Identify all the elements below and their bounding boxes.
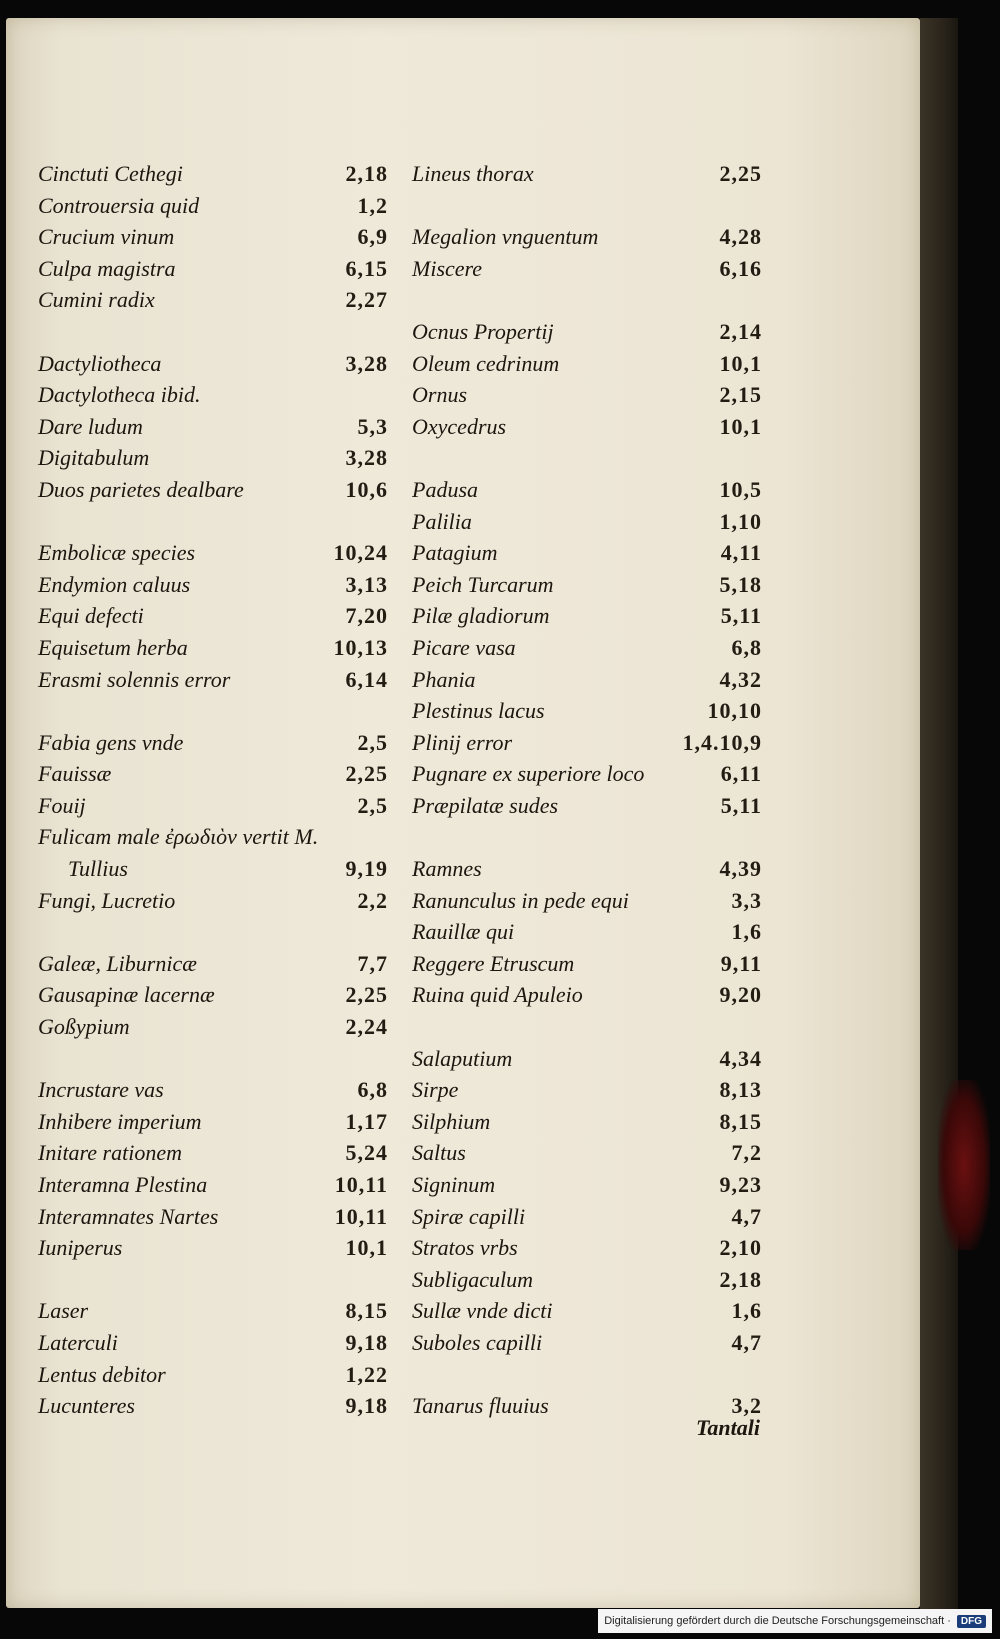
entry-term: Erasmi solennis error: [38, 666, 231, 692]
index-entry: [38, 727, 388, 759]
entry-reference: 1,10: [719, 508, 762, 534]
index-entry: [412, 1201, 762, 1233]
entry-term: Initare rationem: [38, 1140, 182, 1166]
index-entry: [412, 979, 762, 1011]
index-entry: [412, 1043, 762, 1075]
entry-term: Embolicæ species: [38, 540, 196, 566]
spacer: [38, 1043, 388, 1075]
entry-reference: 1,4.10,9: [682, 729, 762, 755]
entry-term: Lucunteres: [38, 1393, 135, 1419]
index-entry: [412, 853, 762, 885]
index-entry: [412, 379, 762, 411]
spacer: [412, 442, 762, 474]
entry-reference: 9,20: [719, 982, 762, 1008]
entry-reference: 2,2: [357, 887, 388, 913]
index-entry: [38, 379, 388, 411]
entry-term: Cinctuti Cethegi: [38, 161, 183, 186]
entry-term: Crucium vinum: [38, 224, 175, 250]
index-entry: [412, 1232, 762, 1264]
entry-term: Phania: [412, 666, 476, 692]
index-entry: [412, 569, 762, 601]
spacer: [412, 821, 762, 853]
index-entry: [412, 948, 762, 980]
entry-term: Salaputium: [412, 1045, 513, 1071]
entry-term: Silphium: [412, 1108, 491, 1134]
index-entry: [38, 1232, 388, 1264]
entry-reference: 5,18: [719, 571, 762, 597]
entry-reference: 7,2: [731, 1140, 762, 1166]
entry-term: Sullæ vnde dicti: [412, 1298, 553, 1324]
entry-term: Duos parietes dealbare: [38, 476, 244, 502]
entry-term: Patagium: [412, 540, 498, 566]
entry-term: Dactylotheca ibid.: [38, 382, 201, 408]
index-entry: [38, 1327, 388, 1359]
entry-reference: 6,9: [357, 224, 388, 250]
entry-reference: 10,5: [719, 476, 762, 502]
entry-reference: 4,32: [719, 666, 762, 692]
entry-term: Ranunculus in pede equi: [412, 887, 629, 913]
index-entry: [38, 474, 388, 506]
entry-term: Digitabulum: [38, 445, 150, 471]
entry-reference: 6,16: [719, 255, 762, 281]
entry-term: Endymion caluus: [38, 571, 191, 597]
index-entry: [38, 1074, 388, 1106]
book-edge: [920, 18, 958, 1610]
entry-reference: 2,5: [357, 792, 388, 818]
entry-term: Equisetum herba: [38, 634, 188, 660]
entry-term: Culpa magistra: [38, 255, 176, 281]
entry-term: Sirpe: [412, 1077, 459, 1103]
entry-reference: 1,2: [357, 192, 388, 218]
entry-term: Fouij: [38, 792, 86, 818]
entry-reference: 5,24: [345, 1140, 388, 1166]
index-entry: [412, 1137, 762, 1169]
entry-term: Plestinus lacus: [412, 698, 545, 724]
entry-term: Rauillæ qui: [412, 919, 515, 945]
index-entry: [38, 1359, 388, 1391]
entry-term: Gausapinæ lacernæ: [38, 982, 215, 1008]
entry-reference: 2,10: [719, 1235, 762, 1261]
index-entry: [38, 790, 388, 822]
index-entry: [412, 537, 762, 569]
entry-reference: 2,27: [345, 287, 388, 313]
entry-term: Tanarus fluuius: [412, 1393, 549, 1419]
entry-reference: 4,39: [719, 856, 762, 882]
index-entry: [38, 1201, 388, 1233]
index-entry: [38, 1106, 388, 1138]
entry-term: Equi defecti: [38, 603, 144, 629]
entry-term: Interamnates Nartes: [38, 1203, 219, 1229]
index-entry: [412, 790, 762, 822]
entry-term: Interamna Plestina: [38, 1172, 208, 1197]
entry-reference: 2,25: [719, 161, 762, 186]
spacer: [412, 190, 762, 222]
index-entry: [38, 348, 388, 380]
entry-reference: 6,14: [345, 666, 388, 692]
entry-term: Galeæ, Liburnicæ: [38, 950, 197, 976]
entry-reference: 9,18: [345, 1393, 388, 1419]
index-entry: [412, 727, 762, 759]
dfg-logo: DFG: [957, 1615, 986, 1628]
index-entry: [412, 1264, 762, 1296]
entry-reference: 6,15: [345, 255, 388, 281]
index-column-left: [38, 158, 388, 1422]
index-entry: [412, 758, 762, 790]
index-entry: [38, 948, 388, 980]
index-entry: [38, 979, 388, 1011]
index-entry: [412, 411, 762, 443]
entry-reference: 4,28: [719, 224, 762, 250]
index-entry: [38, 190, 388, 222]
entry-term: Laterculi: [38, 1329, 118, 1355]
index-entry: [38, 442, 388, 474]
entry-reference: 9,11: [720, 950, 762, 976]
entry-term: Ruina quid Apuleio: [412, 982, 583, 1008]
entry-term: Lentus debitor: [38, 1361, 166, 1387]
spacer: [412, 1011, 762, 1043]
entry-reference: 8,15: [345, 1298, 388, 1324]
index-entry: [38, 537, 388, 569]
entry-term: Tullius: [68, 856, 128, 882]
index-entry: [38, 632, 388, 664]
entry-term: Palilia: [412, 508, 472, 534]
entry-term: Iuniperus: [38, 1235, 123, 1261]
entry-reference: 4,11: [720, 540, 762, 566]
entry-reference: 3,28: [345, 445, 388, 471]
entry-reference: 8,15: [719, 1108, 762, 1134]
entry-term: Fauissæ: [38, 761, 112, 787]
spacer: [412, 1359, 762, 1391]
entry-term: Inhibere imperium: [38, 1108, 202, 1134]
digitization-credit: [598, 1609, 992, 1633]
entry-term: Pilæ gladiorum: [412, 603, 550, 629]
entry-reference: 2,18: [345, 161, 388, 186]
entry-reference: 10,1: [719, 413, 762, 439]
entry-reference: 2,25: [345, 982, 388, 1008]
index-entry: [38, 253, 388, 285]
entry-reference: 4,34: [719, 1045, 762, 1071]
index-entry: [38, 600, 388, 632]
index-entry: [38, 284, 388, 316]
index-entry: [412, 253, 762, 285]
index-entry: [412, 1106, 762, 1138]
entry-term: Præpilatæ sudes: [412, 792, 559, 818]
entry-reference: 2,25: [345, 761, 388, 787]
entry-term: Subligaculum: [412, 1266, 533, 1292]
index-entry: [412, 1295, 762, 1327]
index-entry: [38, 853, 388, 885]
entry-reference: 9,19: [345, 856, 388, 882]
index-entry: [38, 1390, 388, 1422]
entry-term: Saltus: [412, 1140, 466, 1166]
entry-reference: 3,13: [345, 571, 388, 597]
entry-reference: 10,6: [345, 476, 388, 502]
entry-term: Ocnus Propertij: [412, 318, 554, 344]
entry-term: Oxycedrus: [412, 413, 507, 439]
entry-term: Plinij error: [412, 729, 513, 755]
entry-term: Megalion vnguentum: [412, 224, 599, 250]
entry-reference: 1,17: [345, 1108, 388, 1134]
entry-term: Cumini radix: [38, 287, 155, 313]
entry-term: Dare ludum: [38, 413, 143, 439]
entry-term: Spiræ capilli: [412, 1203, 526, 1229]
entry-reference: 10,11: [334, 1203, 388, 1229]
entry-reference: 5,11: [720, 792, 762, 818]
entry-reference: 4,7: [731, 1203, 762, 1229]
entry-reference: 6,8: [357, 1077, 388, 1103]
index-entry: [412, 316, 762, 348]
entry-term: Fulicam male ἐρωδιὸν vertit M.: [38, 824, 319, 850]
index-entry: [38, 1169, 388, 1201]
entry-term: Suboles capilli: [412, 1329, 543, 1355]
entry-term: Fungi, Lucretio: [38, 887, 176, 913]
spacer: [412, 284, 762, 316]
index-entry: [412, 158, 762, 190]
entry-term: Peich Turcarum: [412, 571, 554, 597]
entry-reference: 10,1: [719, 350, 762, 376]
entry-term: Controuersia quid: [38, 192, 200, 218]
index-entry: [412, 506, 762, 538]
entry-reference: 6,11: [720, 761, 762, 787]
index-column-right: [412, 158, 762, 1422]
spacer: [38, 1264, 388, 1296]
index-entry: [38, 1295, 388, 1327]
entry-term: Reggere Etruscum: [412, 950, 575, 976]
entry-term: Miscere: [412, 255, 483, 281]
index-entry: [38, 821, 388, 853]
index-entry: [38, 158, 388, 190]
entry-reference: 10,24: [333, 540, 388, 566]
entry-term: Signinum: [412, 1172, 496, 1197]
entry-reference: 10,11: [334, 1172, 388, 1197]
entry-term: Padusa: [412, 476, 478, 502]
index-entry: [38, 885, 388, 917]
entry-reference: 1,6: [731, 919, 762, 945]
index-entry: [412, 1074, 762, 1106]
entry-term: Fabia gens vnde: [38, 729, 184, 755]
entry-reference: 7,20: [345, 603, 388, 629]
entry-reference: 2,5: [357, 729, 388, 755]
entry-term: Oleum cedrinum: [412, 350, 560, 376]
entry-reference: 1,22: [345, 1361, 388, 1387]
entry-reference: 5,11: [720, 603, 762, 629]
index-entry: [412, 632, 762, 664]
index-entry: [412, 885, 762, 917]
index-entry: [412, 916, 762, 948]
entry-reference: 1,6: [731, 1298, 762, 1324]
entry-term: Picare vasa: [412, 634, 516, 660]
index-entry: [38, 221, 388, 253]
entry-reference: 2,14: [719, 318, 762, 344]
entry-term: Stratos vrbs: [412, 1235, 518, 1261]
index-entry: [412, 221, 762, 253]
entry-reference: 3,28: [345, 350, 388, 376]
index-entry: [412, 664, 762, 696]
entry-term: Goßypium: [38, 1014, 130, 1040]
entry-reference: 10,10: [707, 698, 762, 724]
entry-reference: 2,24: [345, 1014, 388, 1040]
credit-text: Digitalisierung gefördert durch die Deutsche Forschungsgemeinschaft ·: [604, 1615, 951, 1627]
entry-reference: 3,2: [731, 1393, 762, 1419]
entry-reference: 10,1: [345, 1235, 388, 1261]
entry-term: Pugnare ex superiore loco: [412, 761, 645, 787]
index-entry: [412, 600, 762, 632]
entry-reference: 10,13: [333, 634, 388, 660]
red-edge-stain: [938, 1080, 990, 1250]
entry-reference: 2,15: [719, 382, 762, 408]
entry-term: Incrustare vas: [38, 1077, 164, 1103]
spacer: [38, 506, 388, 538]
spacer: [38, 695, 388, 727]
entry-term: Ornus: [412, 382, 468, 408]
index-entry: [412, 474, 762, 506]
entry-reference: 9,18: [345, 1329, 388, 1355]
index-entry: [38, 411, 388, 443]
entry-reference: 3,3: [731, 887, 762, 913]
entry-reference: 8,13: [719, 1077, 762, 1103]
entry-reference: 6,8: [731, 634, 762, 660]
entry-term: Lineus thorax: [412, 161, 534, 186]
catchword: Tantali: [696, 1415, 760, 1440]
index-entry: [412, 1327, 762, 1359]
entry-reference: 2,18: [719, 1266, 762, 1292]
index-entry: [38, 1011, 388, 1043]
entry-reference: 4,7: [731, 1329, 762, 1355]
spacer: [38, 916, 388, 948]
spacer: [38, 316, 388, 348]
entry-term: Ramnes: [412, 856, 482, 882]
entry-reference: 5,3: [357, 413, 388, 439]
index-entry: [38, 569, 388, 601]
index-entry: [412, 695, 762, 727]
index-entry: [38, 664, 388, 696]
index-entry: [412, 348, 762, 380]
index-entry: [412, 1169, 762, 1201]
entry-term: Dactyliotheca: [38, 350, 162, 376]
index-entry: [38, 758, 388, 790]
entry-reference: 9,23: [719, 1172, 762, 1197]
entry-term: Laser: [38, 1298, 89, 1324]
entry-reference: 7,7: [357, 950, 388, 976]
index-entry: [38, 1137, 388, 1169]
